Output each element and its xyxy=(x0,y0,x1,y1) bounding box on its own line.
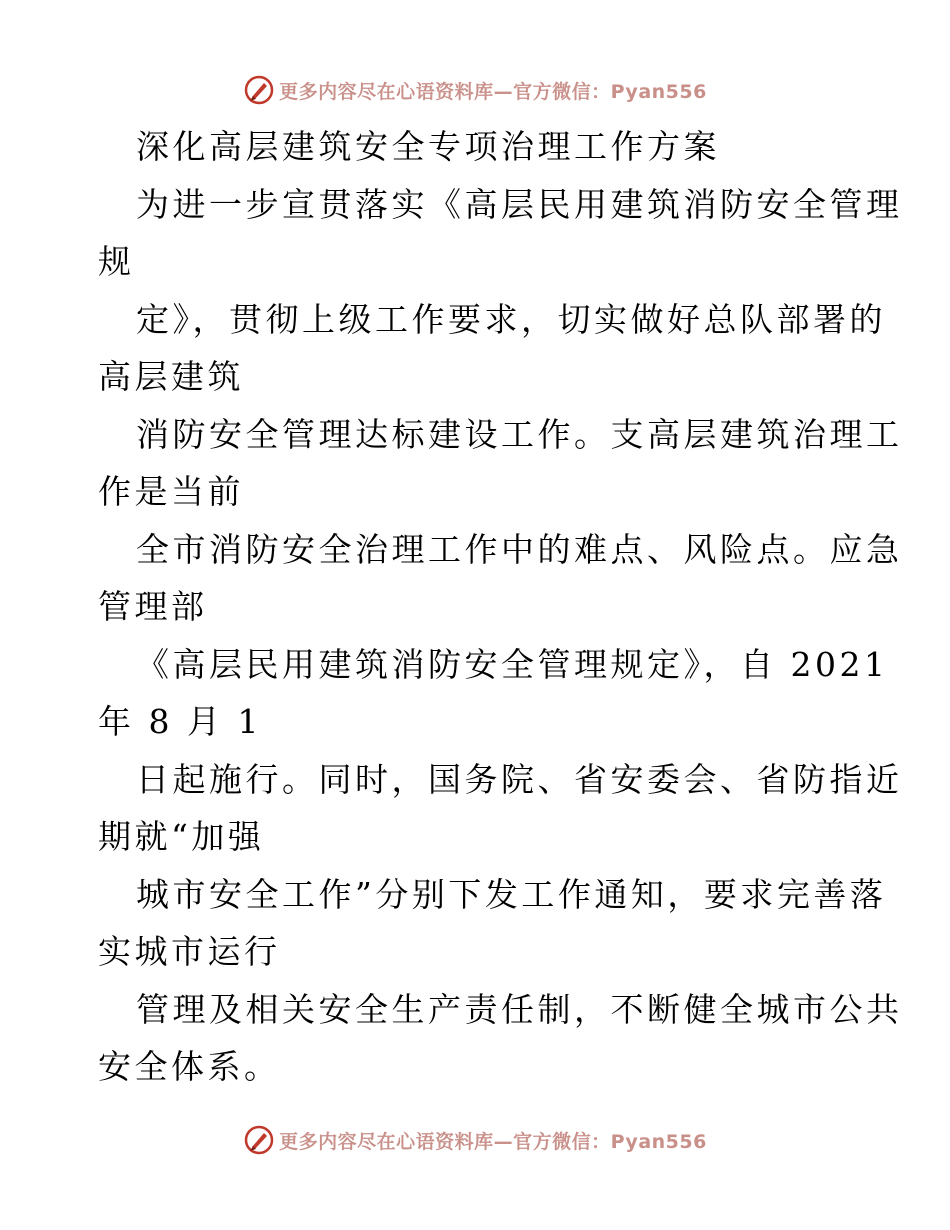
text-line: 管理及相关安全生产责任制，不断健全城市公共 xyxy=(136,989,903,1029)
text-line: 日起施行。同时，国务院、省安委会、省防指近 xyxy=(136,759,903,799)
text-line: 年 8 月 1 xyxy=(98,702,262,741)
text-line: 管理部 xyxy=(98,587,208,626)
document-body xyxy=(98,118,903,1096)
text-line: 规 xyxy=(98,242,135,281)
text-line: 定》，贯彻上级工作要求，切实做好总队部署的 xyxy=(136,299,886,339)
text-line: 高层建筑 xyxy=(98,357,244,396)
text-line: 《高层民用建筑消防安全管理规定》，自 2021 xyxy=(136,644,889,684)
header-watermark-text: 更多内容尽在心语资料库—官方微信：Pyan556 xyxy=(279,80,707,103)
text-line: 全市消防安全治理工作中的难点、风险点。应急 xyxy=(136,529,903,569)
text-line: 消防安全管理达标建设工作。支高层建筑治理工 xyxy=(136,414,903,454)
pen-logo-icon xyxy=(243,1124,275,1156)
footer-watermark-text: 更多内容尽在心语资料库—官方微信：Pyan556 xyxy=(279,1130,707,1153)
footer-watermark xyxy=(0,1120,950,1160)
text-line: 城市安全工作”分别下发工作通知，要求完善落 xyxy=(136,874,887,914)
pen-logo-icon xyxy=(243,74,275,106)
text-line: 安全体系。 xyxy=(98,1047,281,1086)
text-line: 实城市运行 xyxy=(98,932,281,971)
document-title: 深化高层建筑安全专项治理工作方案 xyxy=(136,127,720,166)
text-line: 期就“加强 xyxy=(98,817,265,856)
text-line: 作是当前 xyxy=(98,472,244,511)
text-line: 为进一步宣贯落实《高层民用建筑消防安全管理 xyxy=(136,184,903,224)
header-watermark xyxy=(0,70,950,110)
